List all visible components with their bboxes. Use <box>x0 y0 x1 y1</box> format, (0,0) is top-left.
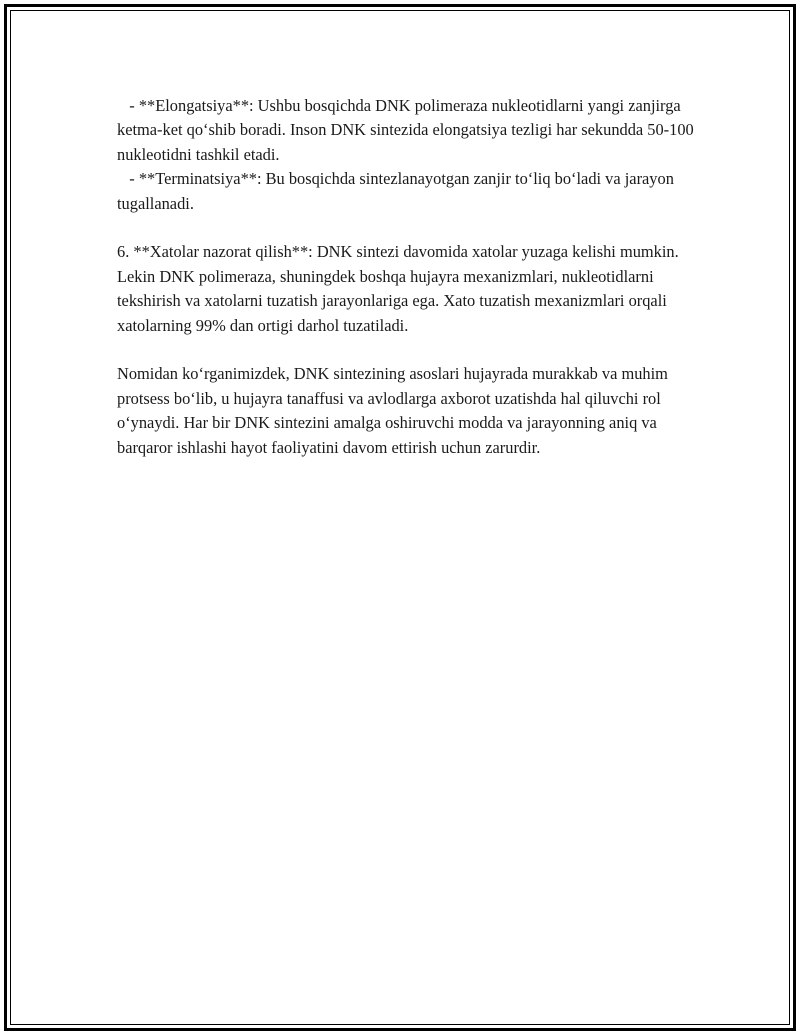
paragraph-spacer <box>117 216 697 240</box>
paragraph-spacer <box>117 338 697 362</box>
paragraph-xatolar-nazorat: 6. **Xatolar nazorat qilish**: DNK sintezi davomida xatolar yuzaga kelishi mumkin. Lekin DNK polimeraza, shuningdek boshqa hujayra mexanizmlari, nukleotidlarni tekshirish va xatolarni tuzatish jarayonlariga ega. Xato tuzatish mexanizmlari orqali xatolarning 99% dan ortigi darhol tuzatiladi. <box>117 242 683 335</box>
paragraph-conclusion: Nomidan ko‘rganimizdek, DNK sintezining asoslari hujayrada murakkab va muhim protsess bo‘lib, u hujayra tanaffusi va avlodlarga axborot uzatishda hal qiluvchi rol o‘ynaydi. Har bir DNK sintezini amalga oshiruvchi modda va jarayonning aniq va barqaror ishlashi hayot faoliyatini davom ettirish uchun zarurdir. <box>117 364 673 457</box>
paragraph-elongatsiya: - **Elongatsiya**: Ushbu bosqichda DNK polimeraza nukleotidlarni yangi zanjirga ketma-ket qo‘shib boradi. Inson DNK sintezida elongatsiya tezligi har sekundda 50-100 nukleotidni tashkil etadi. <box>117 96 698 164</box>
document-body <box>117 94 697 460</box>
paragraph-terminatsiya: - **Terminatsiya**: Bu bosqichda sintezlanayotgan zanjir to‘liq bo‘ladi va jarayon tugallanadi. <box>117 169 679 213</box>
